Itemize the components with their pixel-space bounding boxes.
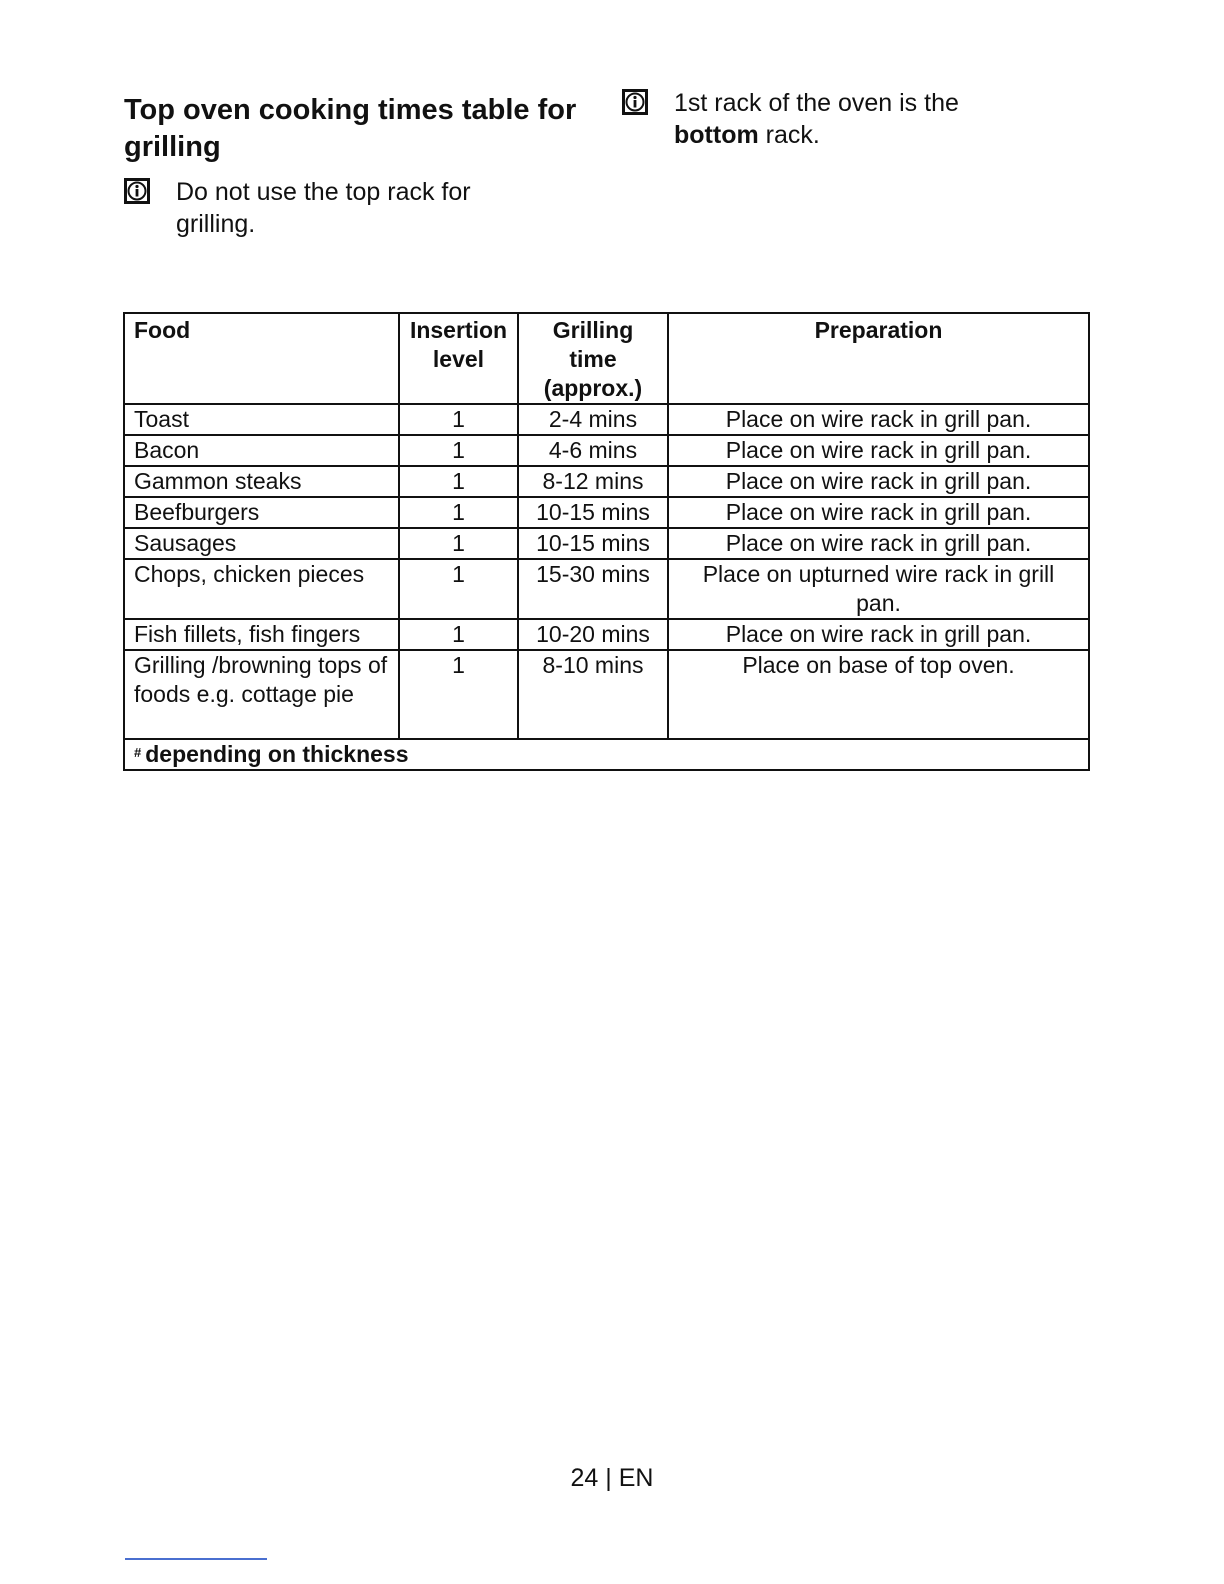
cell-time: 15-30 mins bbox=[518, 559, 668, 619]
table-row bbox=[124, 619, 1089, 650]
header-preparation: Preparation bbox=[668, 313, 1089, 404]
table-row bbox=[124, 497, 1089, 528]
page-title: Top oven cooking times table for grilling bbox=[124, 94, 577, 163]
table-row bbox=[124, 528, 1089, 559]
cell-preparation: Place on wire rack in grill pan. bbox=[668, 404, 1089, 435]
note-text bbox=[674, 87, 1014, 151]
cell-level: 1 bbox=[399, 559, 518, 619]
table-row bbox=[124, 650, 1089, 739]
cell-food: Toast bbox=[124, 404, 399, 435]
footnote bbox=[124, 739, 1089, 770]
cell-level: 1 bbox=[399, 435, 518, 466]
cell-time: 10-15 mins bbox=[518, 528, 668, 559]
cell-food: Sausages bbox=[124, 528, 399, 559]
cell-food: Beefburgers bbox=[124, 497, 399, 528]
note-text-suffix: rack. bbox=[765, 121, 820, 149]
cell-time: 10-20 mins bbox=[518, 619, 668, 650]
note-top-rack bbox=[124, 176, 524, 246]
bottom-divider bbox=[125, 1558, 267, 1560]
info-icon bbox=[622, 89, 648, 115]
cell-time: 8-10 mins bbox=[518, 650, 668, 739]
cell-food: Gammon steaks bbox=[124, 466, 399, 497]
cell-preparation: Place on base of top oven. bbox=[668, 650, 1089, 739]
table-row bbox=[124, 404, 1089, 435]
cell-level: 1 bbox=[399, 528, 518, 559]
cell-time: 8-12 mins bbox=[518, 466, 668, 497]
cell-preparation: Place on wire rack in grill pan. bbox=[668, 466, 1089, 497]
cell-food: Bacon bbox=[124, 435, 399, 466]
cell-food: Fish fillets, fish fingers bbox=[124, 619, 399, 650]
page-number: 24 | EN bbox=[570, 1464, 654, 1492]
header-food: Food bbox=[124, 313, 399, 404]
cell-time: 2-4 mins bbox=[518, 404, 668, 435]
cell-level: 1 bbox=[399, 466, 518, 497]
note-rack-order bbox=[622, 87, 1022, 157]
cell-time: 4-6 mins bbox=[518, 435, 668, 466]
cell-level: 1 bbox=[399, 650, 518, 739]
cell-level: 1 bbox=[399, 404, 518, 435]
header-insertion-level: Insertion level bbox=[399, 313, 518, 404]
cell-preparation: Place on wire rack in grill pan. bbox=[668, 619, 1089, 650]
table-header-row bbox=[124, 313, 1089, 404]
footnote-mark: # bbox=[134, 745, 142, 760]
cell-food: Chops, chicken pieces bbox=[124, 559, 399, 619]
note-text: Do not use the top rack for grilling. bbox=[176, 178, 471, 238]
cell-preparation: Place on upturned wire rack in grill pan. bbox=[668, 559, 1089, 619]
note-text-bold: bottom bbox=[674, 121, 759, 149]
cell-preparation: Place on wire rack in grill pan. bbox=[668, 497, 1089, 528]
note-text-prefix: 1st rack of the oven is the bbox=[674, 89, 959, 117]
cell-preparation: Place on wire rack in grill pan. bbox=[668, 528, 1089, 559]
footnote-text: depending on thickness bbox=[145, 741, 409, 767]
cell-preparation: Place on wire rack in grill pan. bbox=[668, 435, 1089, 466]
table-footnote-row bbox=[124, 739, 1089, 770]
table-row bbox=[124, 559, 1089, 619]
cell-level: 1 bbox=[399, 497, 518, 528]
table-row bbox=[124, 466, 1089, 497]
grilling-times-table bbox=[123, 312, 1090, 771]
cell-food: Grilling /browning tops of foods e.g. cottage pie bbox=[124, 650, 399, 739]
header-grilling-time: Grilling time (approx.) bbox=[518, 313, 668, 404]
info-icon bbox=[124, 178, 150, 204]
table-row bbox=[124, 435, 1089, 466]
cell-time: 10-15 mins bbox=[518, 497, 668, 528]
cell-level: 1 bbox=[399, 619, 518, 650]
